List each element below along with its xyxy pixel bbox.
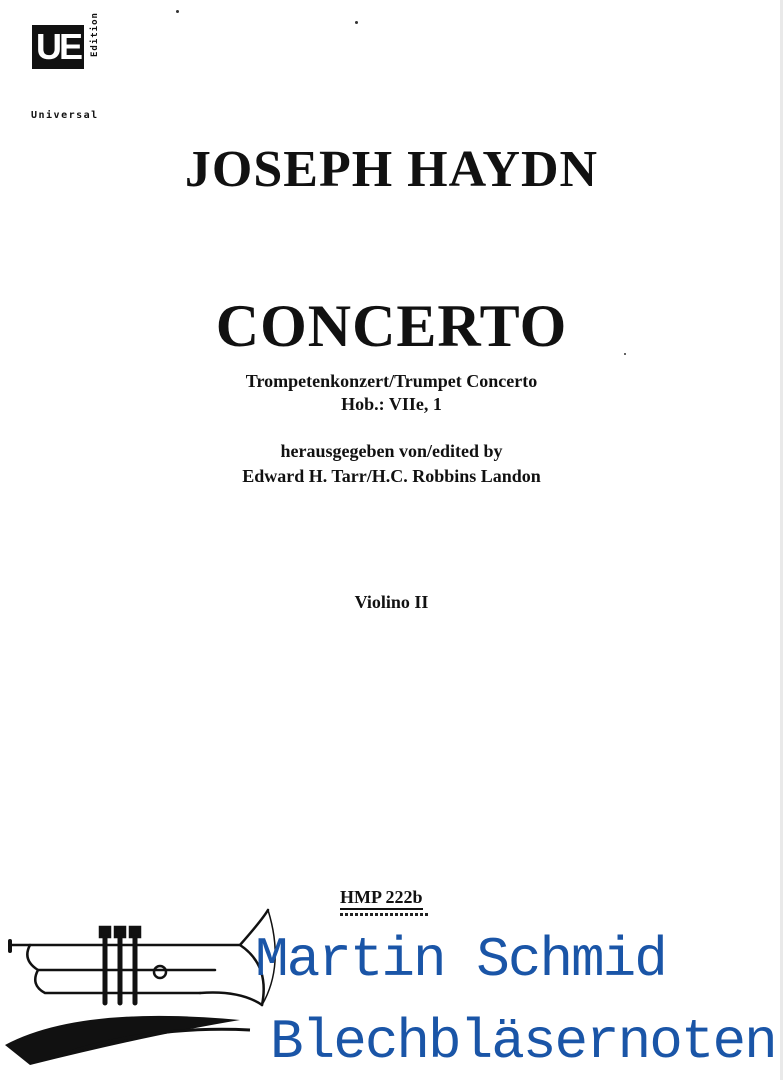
logo-universal-text: Universal xyxy=(31,110,99,121)
universal-edition-logo xyxy=(31,12,110,121)
instrument-part: Violino II xyxy=(354,592,429,612)
shop-name-line1: Martin Schmid xyxy=(255,928,666,992)
scan-speck xyxy=(355,21,358,24)
shop-name-line2: Blechbläsernoten xyxy=(270,1010,776,1074)
edited-by-label: herausgegeben von/edited by xyxy=(280,441,503,461)
work-subtitle: Trompetenkonzert/Trumpet Concerto xyxy=(245,371,538,391)
catalog-number: Hob.: VIIe, 1 xyxy=(341,394,442,414)
scan-speck xyxy=(176,10,179,13)
work-title: CONCERTO xyxy=(215,293,568,359)
publisher-number: HMP 222b xyxy=(340,887,423,910)
editors: Edward H. Tarr/H.C. Robbins Landon xyxy=(242,466,541,486)
shop-name-line1-wrap xyxy=(255,930,666,990)
logo-mark: UE xyxy=(32,25,84,69)
composer-name: JOSEPH HAYDN xyxy=(184,141,599,198)
shop-name-line2-wrap xyxy=(270,1012,776,1072)
barcode-strip xyxy=(340,913,428,916)
logo-edition-text: Edition xyxy=(90,12,100,57)
